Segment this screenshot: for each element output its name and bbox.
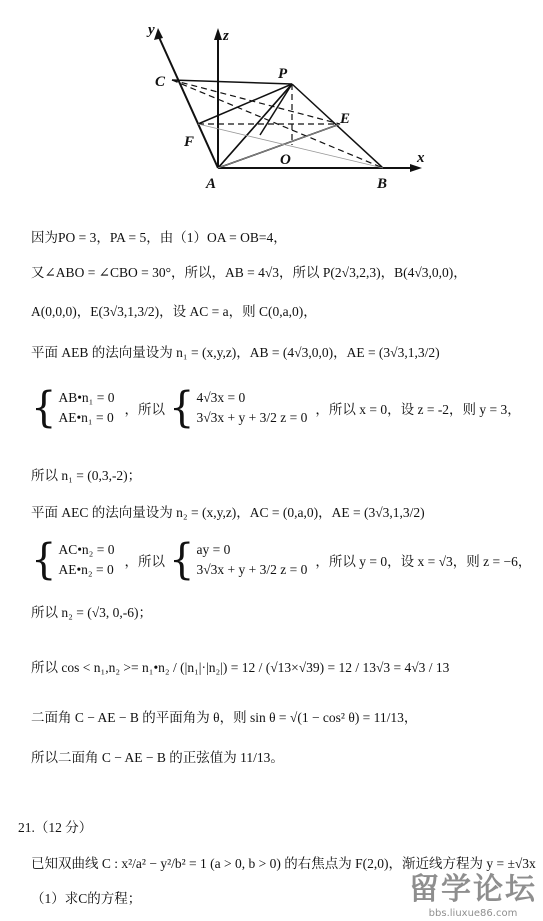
- label-O: O: [280, 152, 291, 168]
- sys2-mid: ，所以: [124, 554, 166, 569]
- sys2-row3: ay = 0: [196, 542, 231, 557]
- sys1-row2: AE•n₁ = 0: [58, 410, 114, 425]
- site-watermark: [409, 864, 537, 919]
- sys2-tail: ，所以 y = 0，设 x = √3，则 z = −6，: [315, 554, 532, 569]
- line-3: A(0,0,0)，E(3√3,1,3/2)，设 AC = a，则 C(0,a,0)，: [31, 304, 317, 319]
- line-5: 所以 n₁ = (0,3,-2)；: [31, 468, 142, 483]
- sys2-row2: AE•n₂ = 0: [58, 562, 114, 577]
- line-7: 所以 n₂ = (√3, 0,-6)；: [31, 605, 152, 620]
- label-x: x: [417, 150, 425, 166]
- question-21-part1: （1）求C的方程；: [31, 891, 142, 906]
- sys1-tail: ，所以 x = 0，设 z = -2，则 y = 3，: [315, 402, 521, 417]
- watermark-logo-text: 留学论坛: [409, 872, 537, 907]
- geometry-figure: [0, 0, 543, 215]
- sys1-row3: 4√3x = 0: [196, 390, 246, 405]
- line-6: 平面 AEC 的法向量设为 n₂ = (x,y,z)，AC = (0,a,0)，AE = (3√3,1,3/2): [31, 505, 425, 520]
- label-P: P: [278, 66, 288, 82]
- label-E: E: [340, 111, 351, 127]
- line-2: 又∠ABO = ∠CBO = 30°，所以，AB = 4√3，所以 P(2√3,2,3)，B(4√3,0,0)，: [31, 265, 467, 280]
- sys1-row4: 3√3x + y + 3/2 z = 0: [196, 410, 308, 425]
- line-10: 所以二面角 C − AE − B 的正弦值为 11/13。: [31, 750, 284, 765]
- sys2-row4: 3√3x + y + 3/2 z = 0: [196, 562, 308, 577]
- line-9: 二面角 C − AE − B 的平面角为 θ，则 sin θ = √(1 − cos² θ) = 11/13，: [31, 710, 418, 725]
- equation-system-1: { AB•n₁ = 0 AE•n₁ = 0 ，所以 { 4√3x = 0 3√3x + y + 3/2 z = 0 ，所以 x = 0，设 z = -2，则 y = 3，: [31, 383, 521, 433]
- question-21-header: 21.（12 分）: [18, 820, 93, 835]
- dashed-edges: [172, 80, 383, 168]
- label-B: B: [377, 176, 388, 192]
- sys2-row1: AC•n₂ = 0: [58, 542, 115, 557]
- label-z: z: [223, 28, 229, 44]
- sys1-mid: ，所以: [124, 402, 166, 417]
- line-8: 所以 cos < n₁,n₂ >= n₁•n₂ / (|n₁|·|n₂|) = 12 / (√13×√39) = 12 / 13√3 = 4√3 / 13: [31, 660, 450, 675]
- label-F: F: [184, 134, 195, 150]
- watermark-url: bbs.liuxue86.com: [428, 908, 518, 919]
- label-y: y: [148, 22, 155, 38]
- equation-system-2: { AC•n₂ = 0 AE•n₂ = 0 ，所以 { ay = 0 3√3x + y + 3/2 z = 0 ，所以 y = 0，设 x = √3，则 z = −6，: [31, 535, 532, 585]
- line-1: 因为PO = 3，PA = 5，由（1）OA = OB=4，: [31, 230, 287, 245]
- label-C: C: [155, 74, 166, 90]
- sys1-row1: AB•n₁ = 0: [58, 390, 115, 405]
- question-21-text: 已知双曲线 C : x²/a² − y²/b² = 1 (a > 0, b > 0) 的右焦点为 F(2,0)，渐近线方程为 y = ±√3x: [31, 856, 536, 871]
- label-A: A: [206, 176, 217, 192]
- line-4: 平面 AEB 的法向量设为 n₁ = (x,y,z)，AB = (4√3,0,0)，AE = (3√3,1,3/2): [31, 345, 440, 360]
